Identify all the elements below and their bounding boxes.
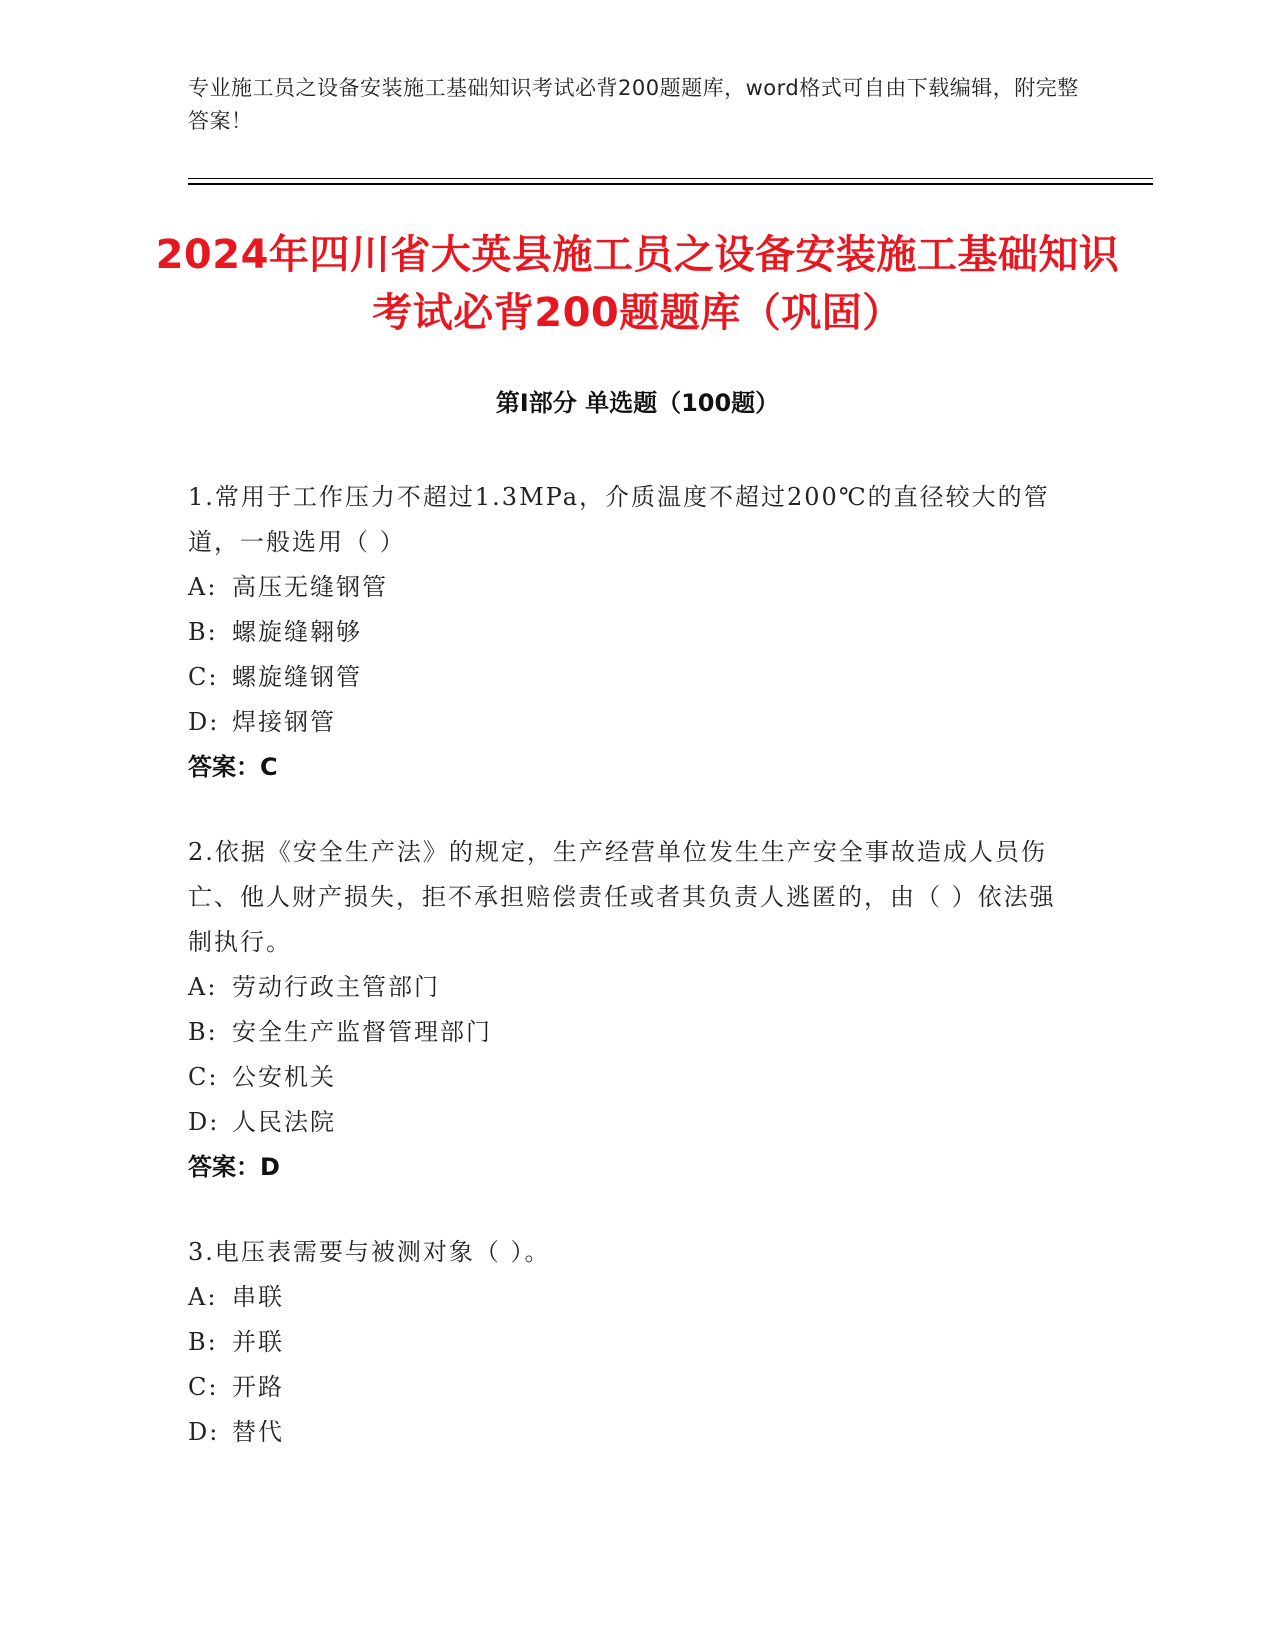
option-a [188, 1275, 1068, 1320]
option-d [188, 1100, 1068, 1145]
question-item [188, 1230, 1068, 1455]
option-a [188, 965, 1068, 1010]
option-label: D: [188, 1108, 220, 1136]
answer-text: 答案：C [188, 753, 278, 781]
option-label: C: [188, 1373, 219, 1401]
answer-text: 答案：D [188, 1153, 280, 1181]
option-label: B: [188, 1018, 218, 1046]
option-label: B: [188, 1328, 218, 1356]
question-text: 3.电压表需要与被测对象（ ）。 [188, 1238, 551, 1266]
option-b [188, 610, 1068, 655]
option-c [188, 1055, 1068, 1100]
option-text: 公安机关 [232, 1063, 336, 1091]
option-text: 并联 [232, 1328, 284, 1356]
option-text: 开路 [232, 1373, 284, 1401]
option-label: A: [188, 573, 218, 601]
question-item [188, 830, 1068, 1190]
header-note: 专业施工员之设备安装施工基础知识考试必背200题题库，word格式可自由下载编辑，附完整答案！ [188, 76, 1079, 133]
option-label: D: [188, 1418, 220, 1446]
question-text: 2.依据《安全生产法》的规定，生产经营单位发生生产安全事故造成人员伤亡、他人财产损失，拒不承担赔偿责任或者其负责人逃匿的，由（ ）依法强制执行。 [188, 838, 1056, 956]
option-label: C: [188, 1063, 219, 1091]
option-b [188, 1320, 1068, 1365]
header-rule-thin [188, 178, 1153, 179]
option-d [188, 1410, 1068, 1455]
question-item [188, 475, 1068, 790]
header-rule-thick [188, 183, 1153, 185]
option-label: C: [188, 663, 219, 691]
option-text: 螺旋缝钢管 [232, 663, 362, 691]
option-d [188, 700, 1068, 745]
section-title: 第I部分 单选题（100题） [495, 389, 780, 417]
option-c [188, 655, 1068, 700]
option-text: 焊接钢管 [232, 708, 336, 736]
option-text: 安全生产监督管理部门 [232, 1018, 492, 1046]
option-a [188, 565, 1068, 610]
option-label: A: [188, 1283, 218, 1311]
option-text: 高压无缝钢管 [232, 573, 388, 601]
document-title: 2024年四川省大英县施工员之设备安装施工基础知识考试必背200题题库（巩固） [155, 232, 1120, 336]
option-label: A: [188, 973, 218, 1001]
question-list [188, 475, 1068, 1495]
option-text: 人民法院 [232, 1108, 336, 1136]
option-label: B: [188, 618, 218, 646]
option-text: 串联 [232, 1283, 284, 1311]
option-b [188, 1010, 1068, 1055]
option-c [188, 1365, 1068, 1410]
option-text: 替代 [232, 1418, 284, 1446]
question-text: 1.常用于工作压力不超过1.3MPa，介质温度不超过200℃的直径较大的管道，一般选用（ ） [188, 483, 1050, 556]
option-label: D: [188, 708, 220, 736]
option-text: 劳动行政主管部门 [232, 973, 440, 1001]
option-text: 螺旋缝翱够 [232, 618, 362, 646]
